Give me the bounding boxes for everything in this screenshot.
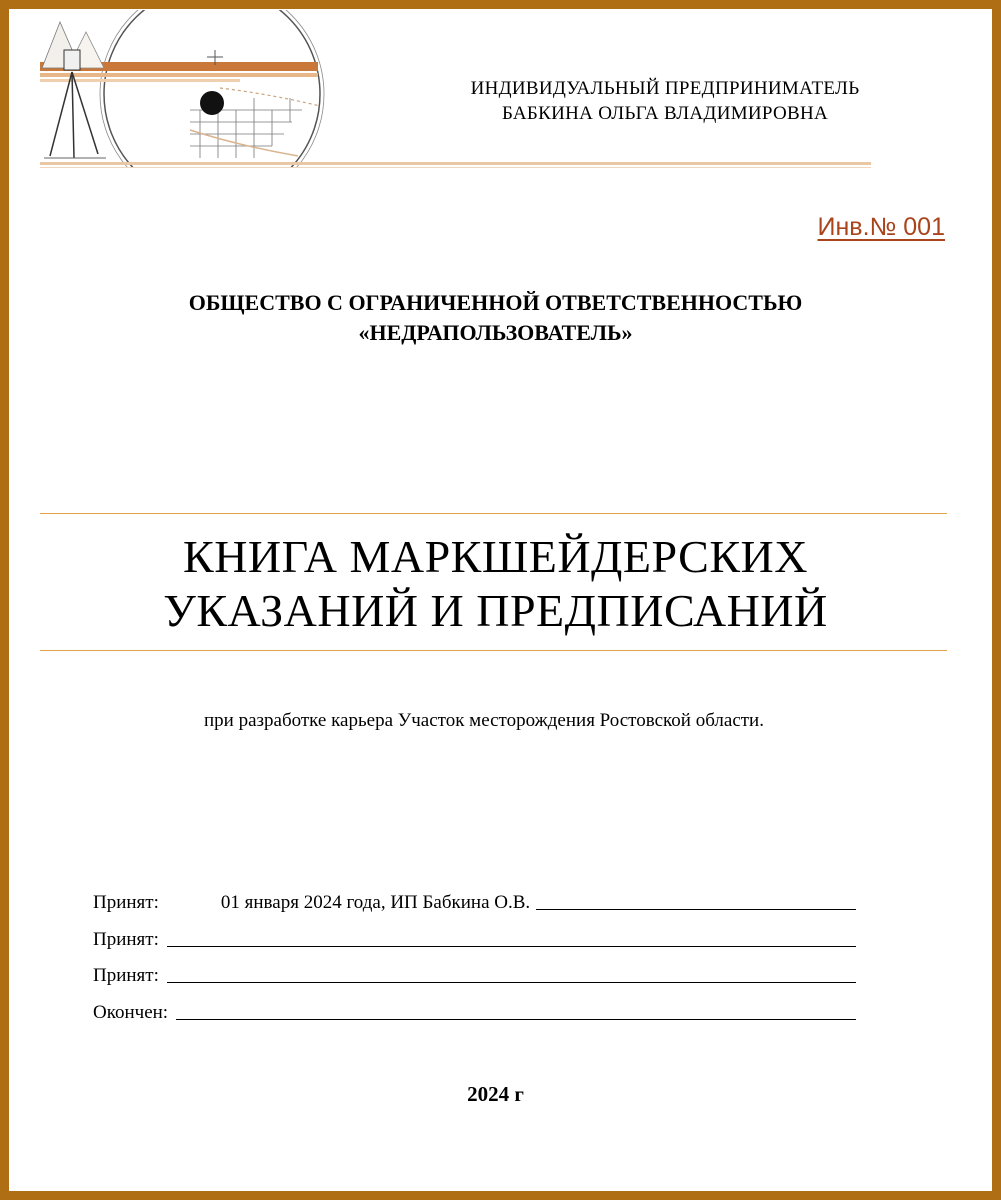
- record-blank-line[interactable]: [176, 1001, 856, 1020]
- record-row-accepted-2: [93, 925, 856, 951]
- record-blank-line[interactable]: [167, 964, 856, 983]
- document-title: [40, 530, 951, 638]
- issuer-line-2: БАБКИНА ОЛЬГА ВЛАДИМИРОВНА: [501, 103, 829, 124]
- record-value: 01 января 2024 года, ИП Бабкина О.В.: [220, 892, 531, 913]
- record-label: Принят:: [93, 892, 159, 913]
- issuer-name: [430, 76, 900, 126]
- record-label: Окончен:: [93, 1002, 169, 1023]
- organization-line-2: «НЕДРАПОЛЬЗОВАТЕЛЬ»: [358, 320, 633, 345]
- header-divider: [40, 162, 871, 165]
- title-rule-bottom: [40, 650, 947, 651]
- record-row-finished: [93, 998, 856, 1024]
- title-line-2: УКАЗАНИЙ И ПРЕДПИСАНИЙ: [163, 585, 828, 636]
- inventory-number: Инв.№ 001: [817, 213, 945, 241]
- record-row-accepted-3: [93, 961, 856, 987]
- surveyor-theodolite-logo-icon: [40, 10, 325, 168]
- organization-line-1: ОБЩЕСТВО С ОГРАНИЧЕННОЙ ОТВЕТСТВЕННОСТЬЮ: [188, 290, 803, 315]
- document-subtitle: при разработке карьера Участок месторождения Ростовской области.: [204, 710, 764, 731]
- organization-name: [40, 288, 951, 348]
- record-row-accepted-1: [93, 888, 856, 914]
- record-label: Принят:: [93, 929, 159, 950]
- issuer-line-1: ИНДИВИДУАЛЬНЫЙ ПРЕДПРИНИМАТЕЛЬ: [470, 78, 860, 99]
- signature-line[interactable]: [536, 891, 856, 910]
- header-divider-thin: [40, 167, 871, 168]
- document-year: 2024 г: [467, 1082, 524, 1106]
- title-rule-top: [40, 513, 947, 514]
- record-blank-line[interactable]: [167, 928, 856, 947]
- record-label: Принят:: [93, 965, 159, 986]
- title-line-1: КНИГА МАРКШЕЙДЕРСКИХ: [183, 531, 808, 582]
